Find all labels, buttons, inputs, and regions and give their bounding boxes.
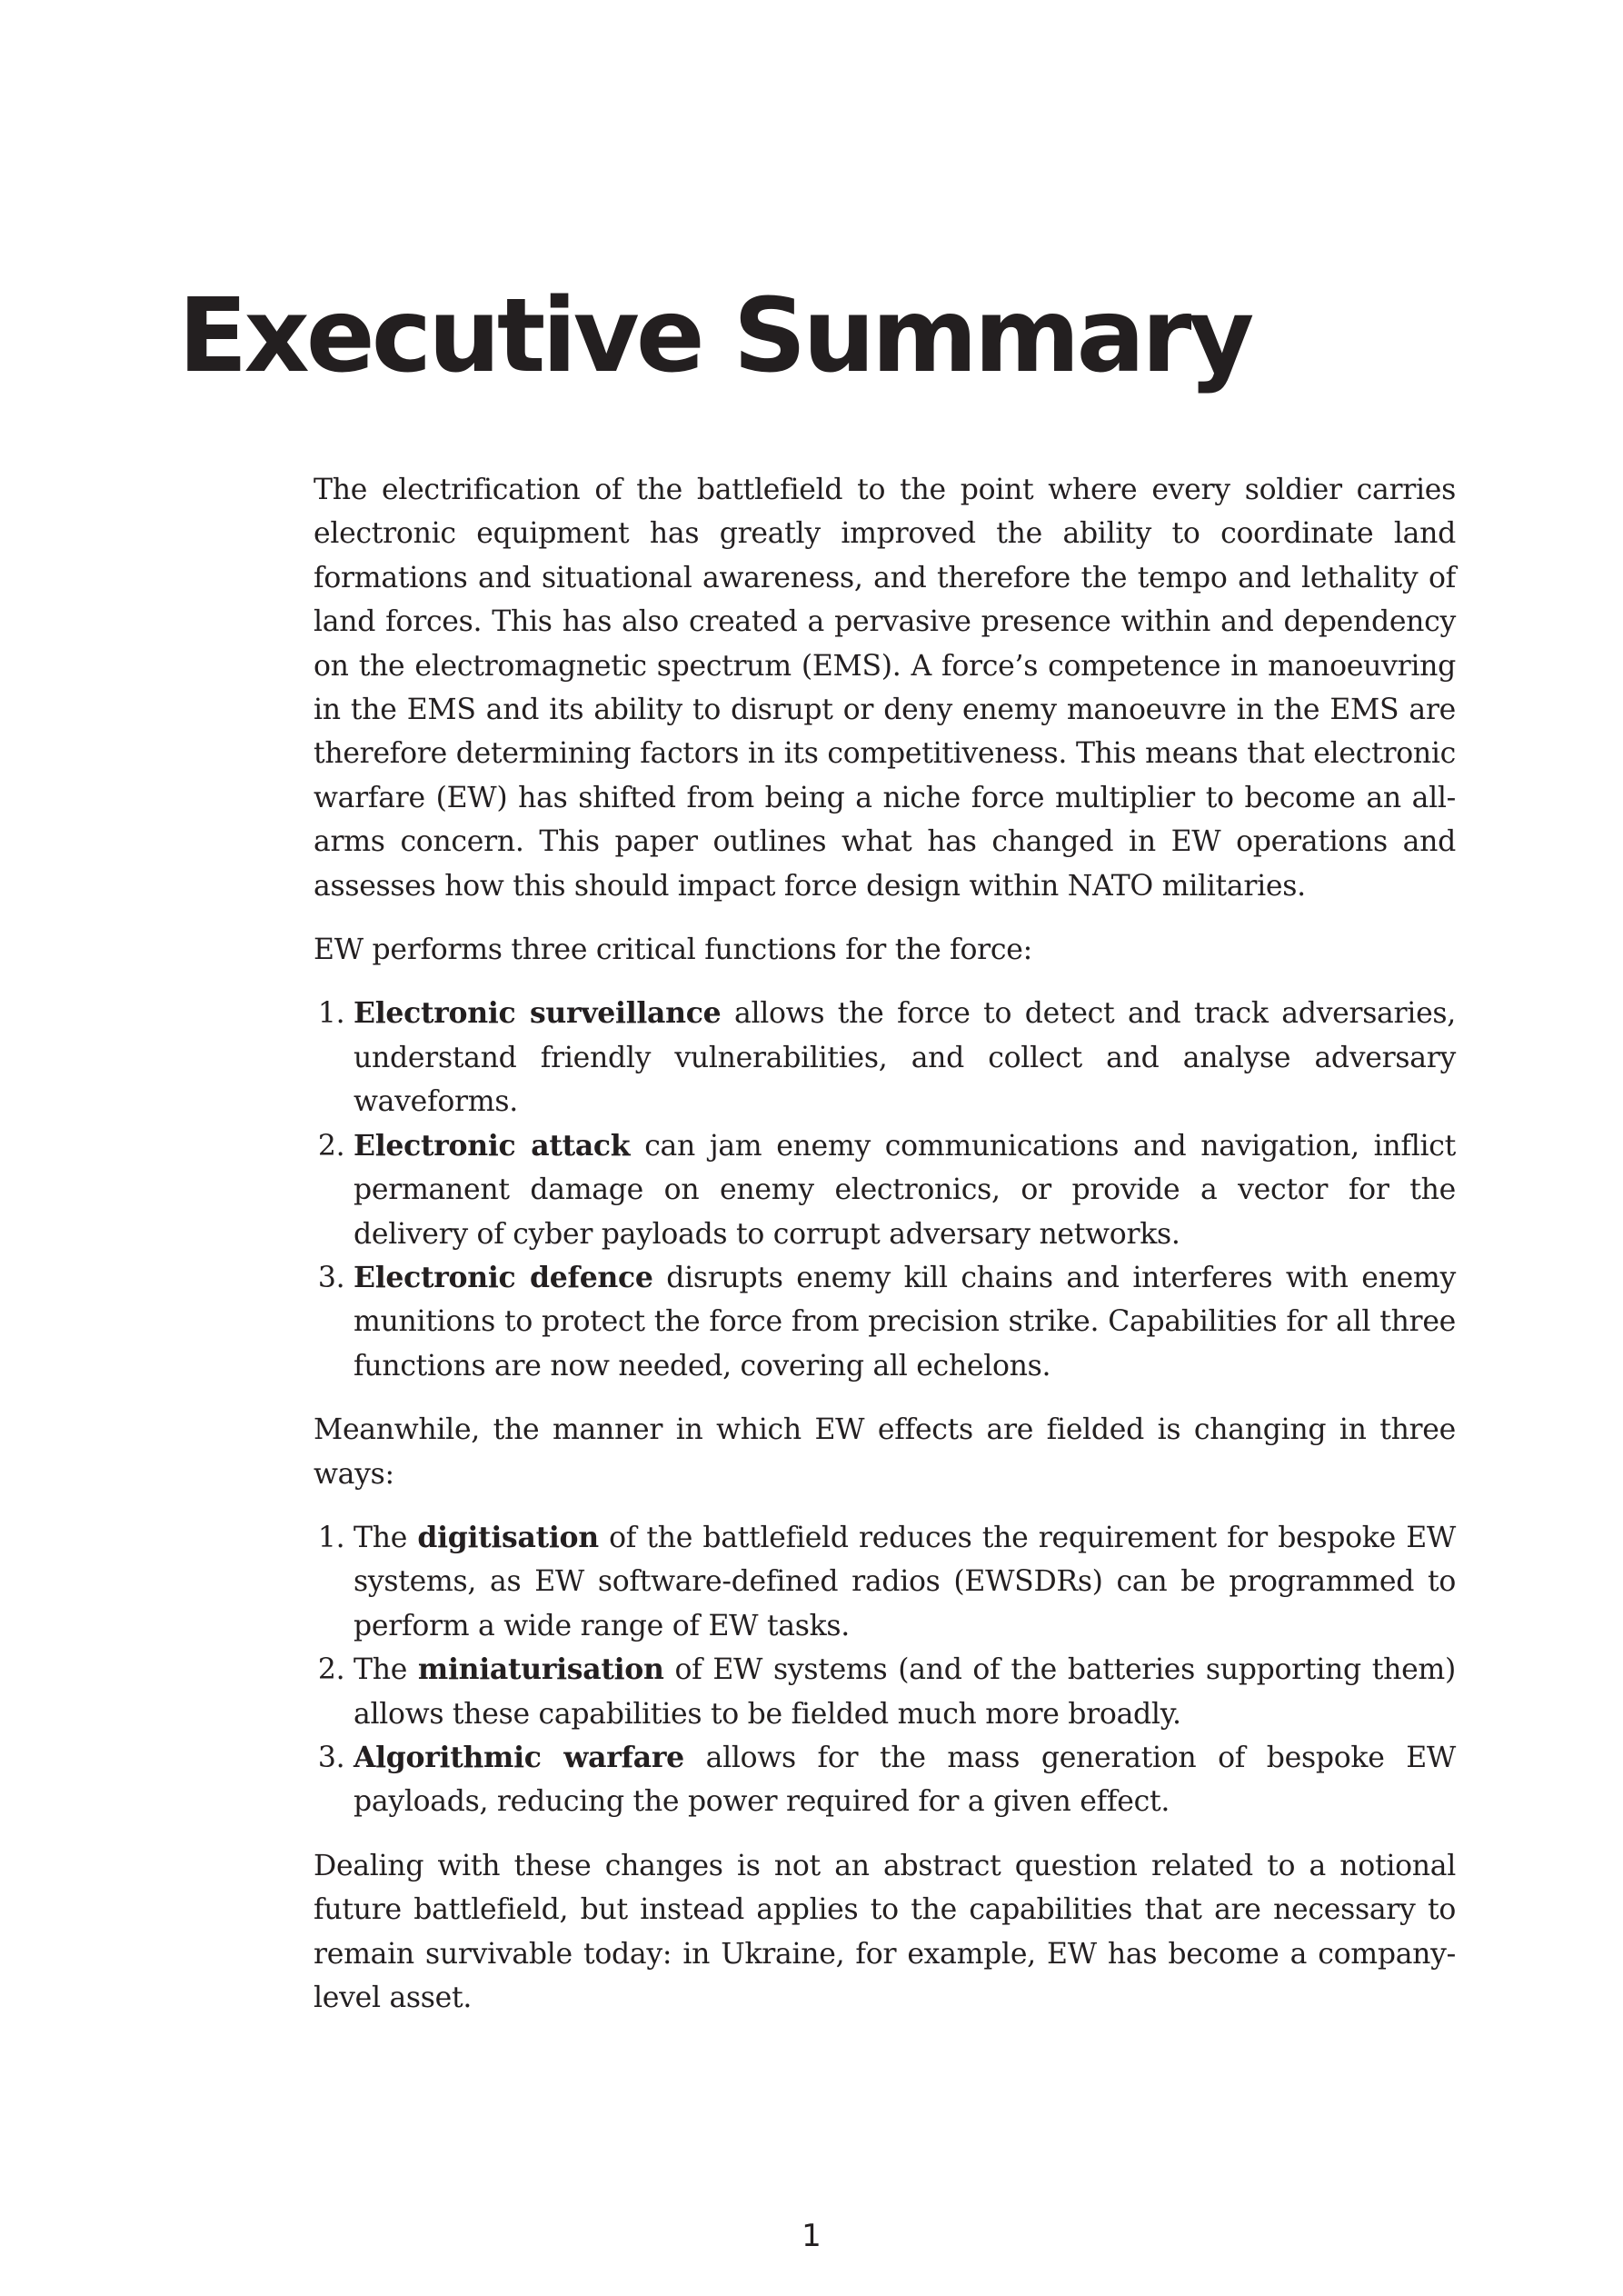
list-item xyxy=(353,1124,1456,1256)
list-item-prefix: The xyxy=(353,1521,418,1554)
list-item xyxy=(353,992,1456,1123)
list-item xyxy=(353,1648,1456,1736)
closing-paragraph: Dealing with these changes is not an abstract question related to a notional future battlefield, but instead applies to the capabilities that are necessary to remain survivable today: in Ukraine, for example, EW has become a company-level asset. xyxy=(314,1849,1456,2014)
page-title: Executive Summary xyxy=(178,277,1251,395)
list-item-text: of the battlefield reduces the requirement for bespoke EW systems, as EW software-defined radios (EWSDRs) can be programmed to perform a wide range of EW tasks. xyxy=(353,1521,1456,1642)
changes-lead-paragraph: Meanwhile, the manner in which EW effects are fielded is changing in three ways: xyxy=(314,1413,1456,1491)
list-item-term: Electronic defence xyxy=(353,1260,653,1294)
page-number: 1 xyxy=(802,2218,821,2254)
list-item-term: Algorithmic warfare xyxy=(353,1740,684,1774)
list-item-text: disrupts enemy kill chains and interferes with enemy munitions to protect the force from precision strike. Capabilities for all three functions are now needed, covering all echelons. xyxy=(353,1261,1456,1383)
changes-list xyxy=(314,1516,1456,1824)
list-item-text: allows the force to detect and track adversaries, understand friendly vulnerabilities, and collect and analyse adversary waveforms. xyxy=(353,997,1456,1119)
list-item-term: Electronic attack xyxy=(353,1128,631,1163)
intro-paragraph: The electrification of the battlefield to the point where every soldier carries electronic equipment has greatly improved the ability to coordinate land formations and situational awareness, and therefore the tempo and lethality of land forces. This has also created a pervasive presence within and dependency on the electromagnetic spectrum (EMS). A force’s competence in manoeuvring in the EMS and its ability to disrupt or deny enemy manoeuvre in the EMS are therefore determining factors in its competitiveness. This means that electronic warfare (EW) has shifted from being a niche force multiplier to become an all-arms concern. This paper outlines what has changed in EW operations and assesses how this should impact force design within NATO militaries. xyxy=(314,474,1456,903)
list-item-prefix: The xyxy=(353,1653,418,1687)
functions-lead-paragraph: EW performs three critical functions for the force: xyxy=(314,933,1032,967)
list-item-term: digitisation xyxy=(417,1520,599,1554)
list-item-text: can jam enemy communications and navigation, inflict permanent damage on enemy electronics, or provide a vector for the delivery of cyber payloads to corrupt adversary networks. xyxy=(353,1129,1457,1251)
list-item xyxy=(353,1736,1456,1824)
list-item xyxy=(353,1516,1456,1648)
list-item-text: allows for the mass generation of bespoke EW payloads, reducing the power required for a given effect. xyxy=(353,1741,1456,1819)
list-item xyxy=(353,1256,1456,1388)
body-text xyxy=(314,468,1456,2020)
list-item-text: of EW systems (and of the batteries supporting them) allows these capabilities to be fielded much more broadly. xyxy=(353,1653,1456,1731)
functions-list xyxy=(314,992,1456,1388)
list-item-term: miniaturisation xyxy=(417,1652,664,1687)
list-item-term: Electronic surveillance xyxy=(353,996,722,1031)
